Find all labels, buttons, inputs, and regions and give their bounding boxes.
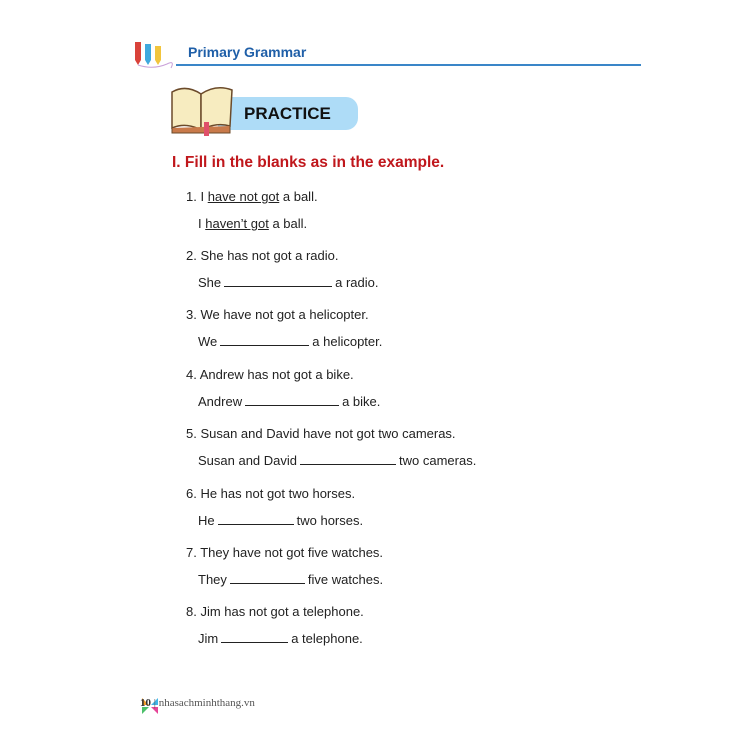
answer-line bbox=[198, 631, 363, 646]
answer-prefix: Susan and David bbox=[198, 453, 298, 468]
question-sentence: 2. She has not got a radio. bbox=[186, 248, 339, 263]
answer-prefix: Jim bbox=[198, 631, 219, 646]
text: a ball. bbox=[279, 189, 318, 204]
underlined-phrase: have not got bbox=[207, 189, 280, 204]
pencils-icon bbox=[133, 38, 178, 70]
answer-prefix: Andrew bbox=[198, 394, 243, 409]
answer-prefix: They bbox=[198, 572, 227, 587]
answer-prefix: We bbox=[198, 334, 218, 349]
header-title: Primary Grammar bbox=[188, 44, 307, 60]
answer-suffix: a telephone. bbox=[291, 631, 363, 646]
answer-blank[interactable] bbox=[245, 394, 339, 406]
practice-label: PRACTICE bbox=[244, 104, 331, 123]
text: I bbox=[200, 189, 208, 204]
answer-prefix: She bbox=[198, 275, 222, 290]
answer-line bbox=[198, 453, 476, 468]
page-number: 10 bbox=[140, 697, 151, 709]
question-sentence: 4. Andrew has not got a bike. bbox=[186, 367, 354, 382]
text: a ball. bbox=[268, 216, 308, 231]
answer-line bbox=[198, 394, 380, 409]
example-sentence bbox=[186, 189, 318, 204]
answer-line bbox=[198, 275, 379, 290]
answer-line bbox=[198, 513, 363, 528]
answer-suffix: two cameras. bbox=[399, 453, 477, 468]
open-book-icon bbox=[168, 84, 236, 136]
answer-blank[interactable] bbox=[221, 631, 288, 643]
question-sentence: 6. He has not got two horses. bbox=[186, 486, 356, 501]
answer-prefix: He bbox=[198, 513, 215, 528]
footer bbox=[140, 697, 255, 709]
example-answer bbox=[198, 216, 307, 231]
answer-blank[interactable] bbox=[224, 275, 332, 287]
website-link[interactable]: nhasachminhthang.vn bbox=[158, 697, 255, 709]
question-sentence: 8. Jim has not got a telephone. bbox=[186, 604, 364, 619]
underlined-answer: haven’t got bbox=[205, 216, 269, 231]
question-sentence: 3. We have not got a helicopter. bbox=[186, 307, 369, 322]
question-sentence: 5. Susan and David have not got two cameras. bbox=[186, 426, 456, 441]
answer-blank[interactable] bbox=[300, 453, 396, 465]
answer-blank[interactable] bbox=[220, 334, 309, 346]
header-divider bbox=[176, 64, 641, 66]
answer-blank[interactable] bbox=[230, 572, 305, 584]
question-sentence: 7. They have not got five watches. bbox=[186, 545, 384, 560]
separator: | bbox=[153, 697, 156, 709]
answer-blank[interactable] bbox=[218, 513, 294, 525]
text: I bbox=[198, 216, 206, 231]
exercise-title: I. Fill in the blanks as in the example. bbox=[172, 154, 445, 171]
answer-line bbox=[198, 334, 382, 349]
answer-suffix: a radio. bbox=[335, 275, 379, 290]
item-number: 1. bbox=[186, 189, 197, 204]
answer-suffix: a bike. bbox=[342, 394, 381, 409]
answer-suffix: a helicopter. bbox=[312, 334, 383, 349]
answer-line bbox=[198, 572, 383, 587]
answer-suffix: two horses. bbox=[296, 513, 364, 528]
answer-suffix: five watches. bbox=[307, 572, 384, 587]
